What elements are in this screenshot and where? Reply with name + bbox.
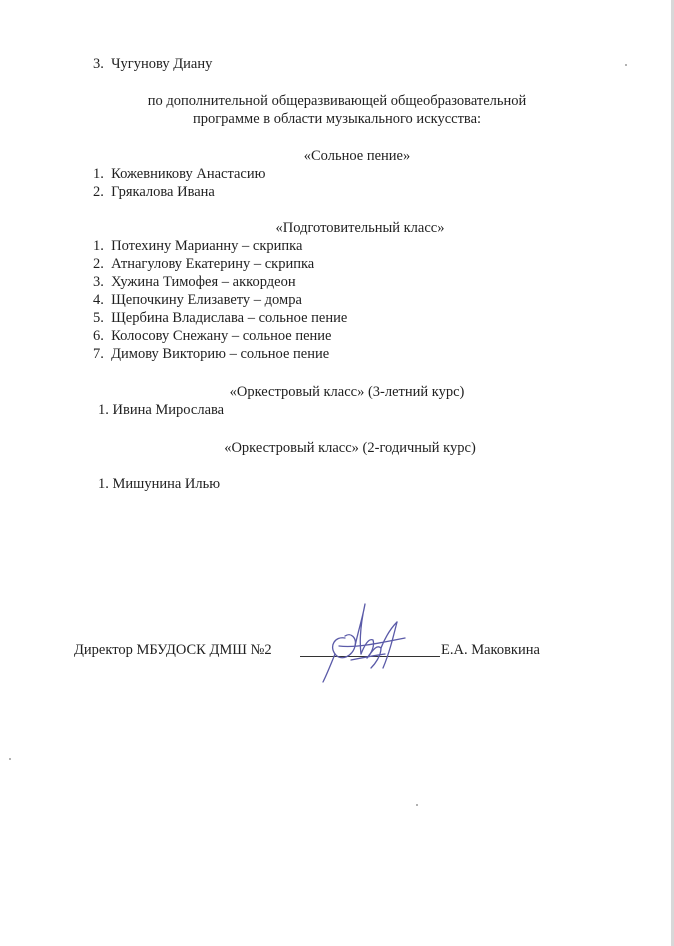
list-item [93, 310, 347, 327]
list-text: Щербина Владислава – сольное пение [111, 310, 348, 326]
scan-speck [9, 758, 11, 760]
director-name: Е.А. Маковкина [441, 642, 540, 658]
list-text: Хужина Тимофея – аккордеон [111, 274, 296, 290]
list-text: Атнагулову Екатерину – скрипка [111, 256, 315, 272]
list-text: Мишунина Илью [112, 476, 221, 492]
program-heading-line1: по дополнительной общеразвивающей общеобразовательной [147, 93, 527, 109]
list-number: 1. [98, 402, 109, 418]
list-text: Кожевникову Анастасию [111, 166, 266, 182]
list-number: 3. [93, 56, 104, 72]
list-number: 4. [93, 292, 104, 308]
section-title-orchestra-3-year: «Оркестровый класс» (3-летний курс) [229, 384, 465, 400]
list-number: 2. [93, 184, 104, 200]
list-text: Колосову Снежану – сольное пение [111, 328, 332, 344]
director-title: Директор МБУДОСК ДМШ №2 [74, 642, 272, 658]
list-text: Потехину Марианну – скрипка [111, 238, 303, 254]
list-number: 2. [93, 256, 104, 272]
list-text: Димову Викторию – сольное пение [111, 346, 330, 362]
list-number: 1. [93, 166, 104, 182]
section-title-orchestra-2-year: «Оркестровый класс» (2-годичный курс) [224, 440, 476, 456]
scan-speck [416, 804, 418, 806]
list-text: Ивина Мирослава [112, 402, 225, 418]
signature-image [315, 598, 415, 690]
scan-speck [625, 64, 627, 66]
list-item [93, 238, 302, 255]
list-number: 1. [93, 238, 104, 254]
list-item [93, 56, 212, 73]
list-item [98, 476, 220, 493]
list-item [93, 346, 329, 363]
list-number: 1. [98, 476, 109, 492]
list-item [93, 274, 296, 291]
section-title-preparatory: «Подготовительный класс» [275, 220, 445, 236]
section-title-solo-singing: «Сольное пение» [303, 148, 411, 164]
list-item [98, 402, 224, 419]
list-item [93, 328, 331, 345]
list-text: Щепочкину Елизавету – домра [111, 292, 302, 308]
list-item [93, 184, 215, 201]
list-number: 3. [93, 274, 104, 290]
list-item [93, 292, 302, 309]
list-number: 5. [93, 310, 104, 326]
list-item [93, 166, 265, 183]
program-heading-line2: программе в области музыкального искусства: [192, 111, 482, 127]
list-text: Грякалова Ивана [111, 184, 215, 200]
list-number: 6. [93, 328, 104, 344]
list-item [93, 256, 314, 273]
list-text: Чугунову Диану [111, 56, 213, 72]
list-number: 7. [93, 346, 104, 362]
